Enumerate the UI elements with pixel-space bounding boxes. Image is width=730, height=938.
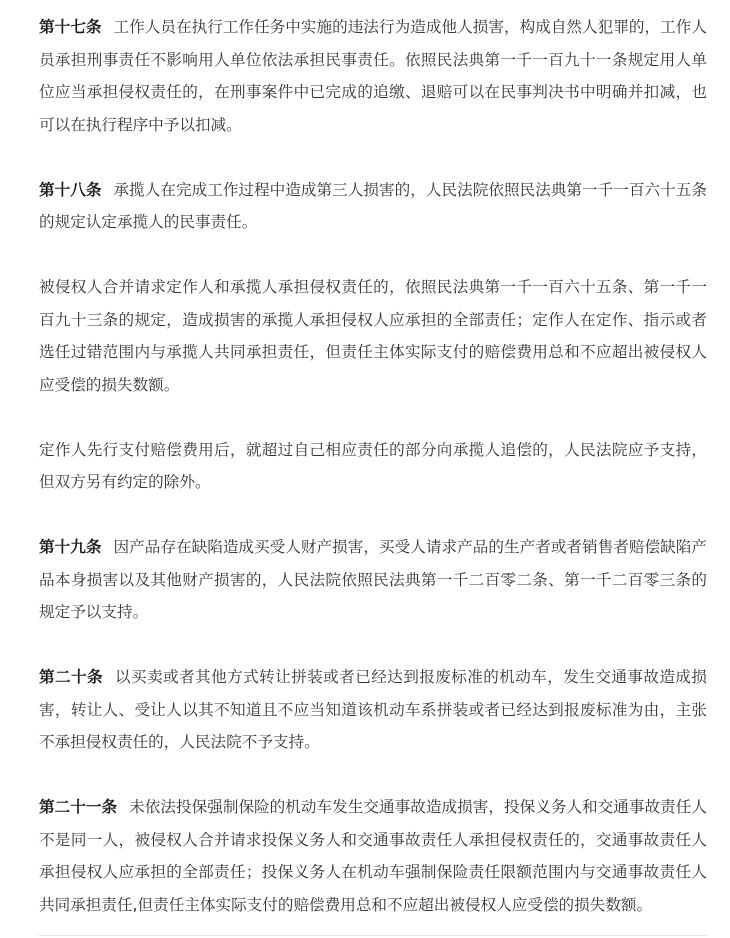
article-text: 工作人员在执行工作任务中实施的违法行为造成他人损害，构成自然人犯罪的，工作人员承担刑事责任不影响用人单位依法承担民事责任。依照民法典第一千一百九十一条规定用人单位应当承担侵权责任的，在刑事案件中已完成的追缴、退赔可以在民事判决书中明确并扣减，也可以在执行程序中予以扣减。	[39, 18, 707, 134]
bottom-divider	[39, 935, 707, 936]
paragraph-article-17	[39, 11, 707, 141]
paragraph-article-21	[39, 791, 707, 921]
article-number: 第二十一条	[39, 798, 118, 816]
article-text: 未依法投保强制保险的机动车发生交通事故造成损害，投保义务人和交通事故责任人不是同一人，被侵权人合并请求投保义务人和交通事故责任人承担侵权责任的，交通事故责任人承担侵权人应承担的全部责任；投保义务人在机动车强制保险责任限额范围内与交通事故责任人共同承担责任,但责任主体实际支付的赔偿费用总和不应超出被侵权人应受偿的损失数额。	[39, 798, 707, 914]
article-number: 第十九条	[39, 538, 102, 556]
article-text: 定作人先行支付赔偿费用后，就超过自己相应责任的部分向承揽人追偿的，人民法院应予支持，但双方另有约定的除外。	[39, 440, 707, 491]
paragraph-article-18-clause-3	[39, 434, 707, 499]
article-number: 第二十条	[39, 668, 104, 686]
paragraph-article-18	[39, 174, 707, 239]
paragraph-article-19	[39, 531, 707, 629]
paragraph-article-18-clause-2	[39, 271, 707, 401]
article-number: 第十七条	[39, 18, 102, 36]
article-text: 以买卖或者其他方式转让拼装或者已经达到报废标准的机动车，发生交通事故造成损害，转让人、受让人以其不知道且不应当知道该机动车系拼装或者已经达到报废标准为由，主张不承担侵权责任的，人民法院不予支持。	[39, 668, 707, 751]
article-text: 承揽人在完成工作过程中造成第三人损害的，人民法院依照民法典第一千一百六十五条的规定认定承揽人的民事责任。	[39, 180, 707, 231]
paragraph-article-20	[39, 661, 707, 759]
article-number: 第十八条	[39, 180, 102, 199]
article-text: 因产品存在缺陷造成买受人财产损害，买受人请求产品的生产者或者销售者赔偿缺陷产品本身损害以及其他财产损害的，人民法院依照民法典第一千二百零二条、第一千二百零三条的规定予以支持。	[39, 538, 707, 621]
article-body	[39, 11, 707, 921]
article-text: 被侵权人合并请求定作人和承揽人承担侵权责任的，依照民法典第一千一百六十五条、第一千一百九十三条的规定，造成损害的承揽人承担侵权人应承担的全部责任；定作人在定作、指示或者选任过错范围内与承揽人共同承担责任，但责任主体实际支付的赔偿费用总和不应超出被侵权人应受偿的损失数额。	[39, 278, 707, 394]
